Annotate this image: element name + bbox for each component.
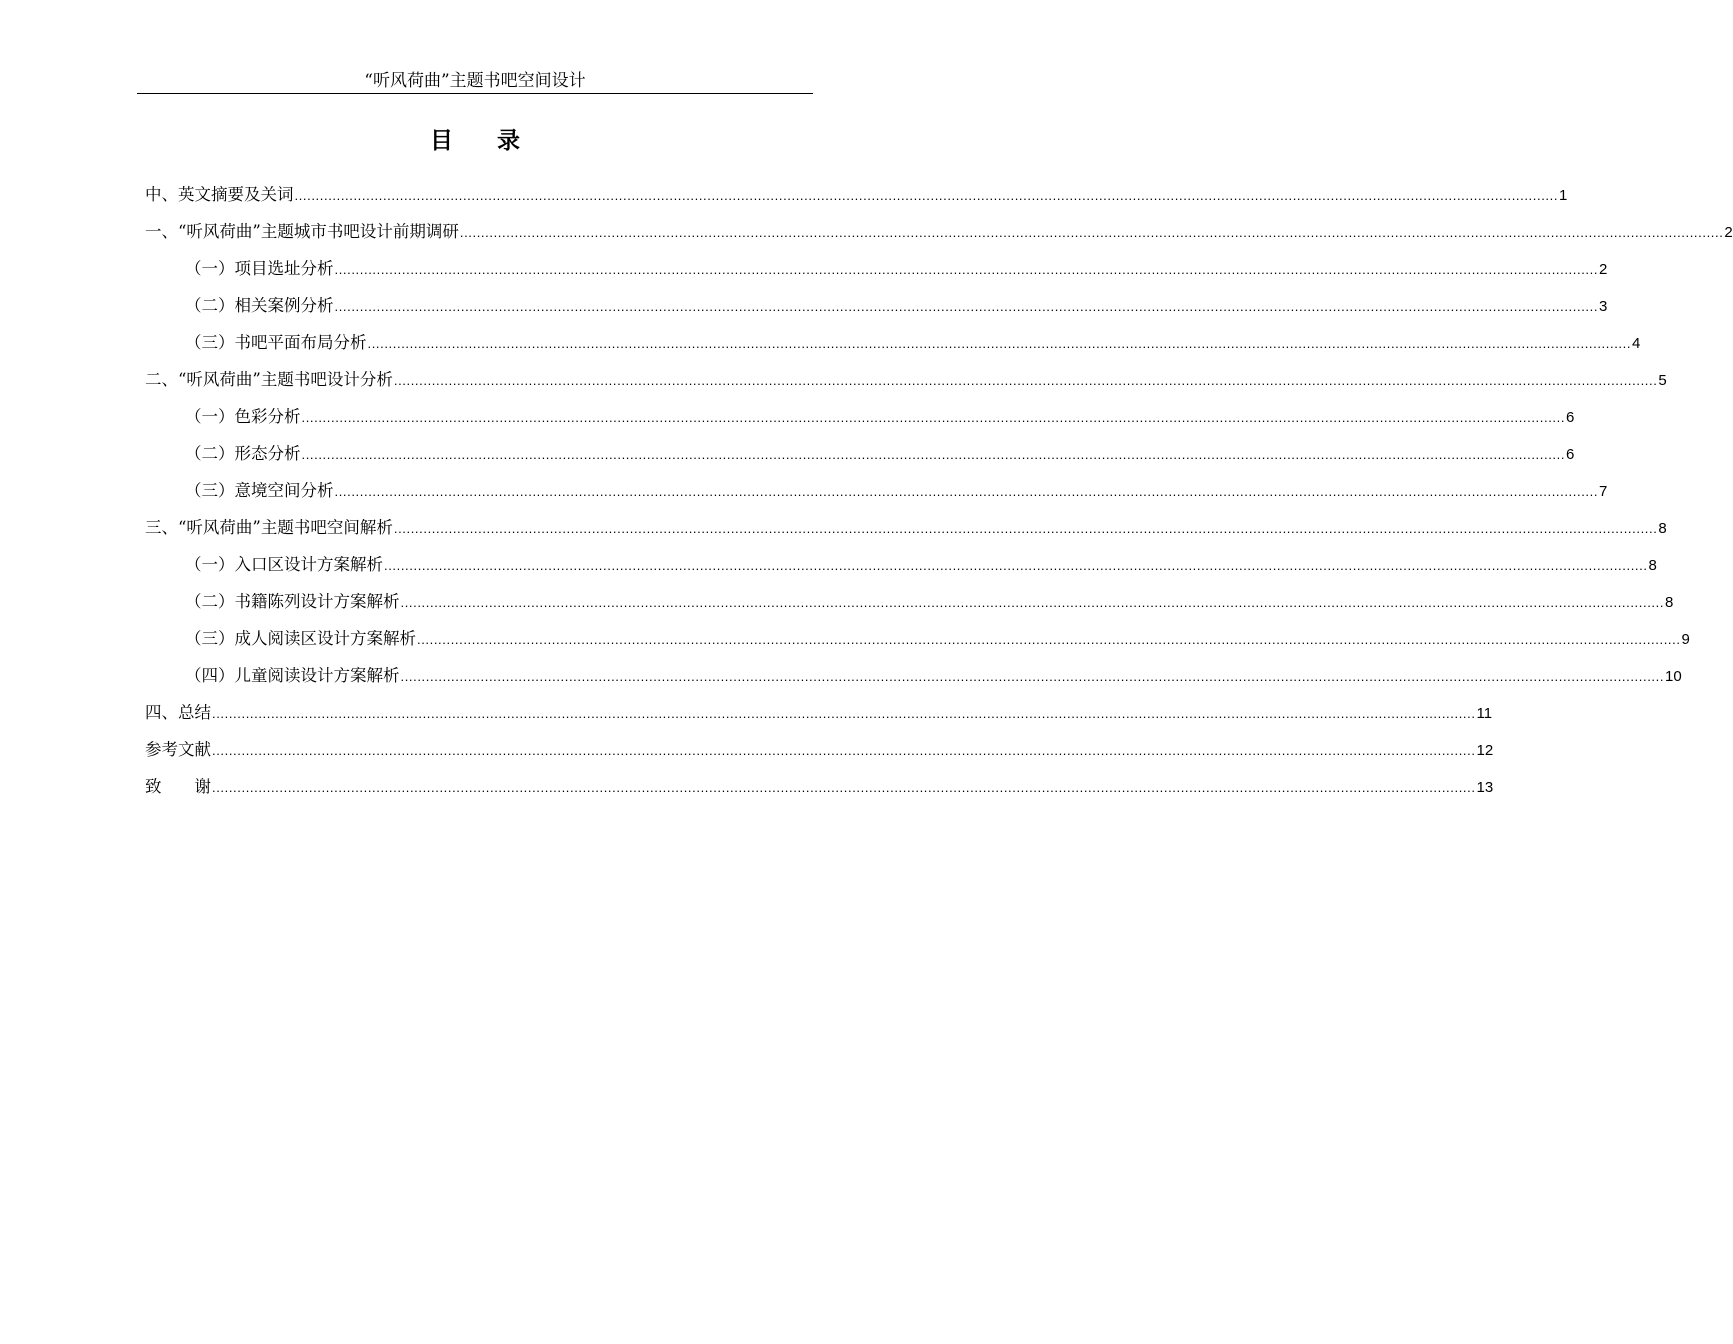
toc-leader-dots: ............................................................................................................................................................................................................................................................................................................ <box>400 595 1665 610</box>
toc-entry-page: 12 <box>1476 742 1494 759</box>
running-header: “听风荷曲”主题书吧空间设计 <box>137 70 813 94</box>
toc-entry-text: 色彩分析 <box>234 407 301 426</box>
toc-entry[interactable] <box>145 435 1575 472</box>
toc-entry-page: 8 <box>1665 594 1674 611</box>
toc-entry-text: 书籍陈列设计方案解析 <box>234 592 400 611</box>
toc-entry-text: 致 谢 <box>145 777 211 796</box>
toc-entry[interactable] <box>145 213 1733 250</box>
toc-entry-text: 总结 <box>178 703 211 722</box>
toc-entry-number: 二、 <box>145 370 178 389</box>
toc-entry-number: （一） <box>185 259 235 278</box>
toc-entry[interactable] <box>145 694 1493 731</box>
toc-entry-number: （三） <box>185 629 235 648</box>
toc-entry-text: “听风荷曲”主题书吧设计分析 <box>178 370 393 389</box>
toc-entry-text: 中、英文摘要及关词 <box>145 185 294 204</box>
toc-entry[interactable] <box>145 657 1682 694</box>
toc-leader-dots: ............................................................................................................................................................................................................................................................................................................ <box>212 706 1476 721</box>
toc-entry-page: 4 <box>1632 335 1641 352</box>
toc-entry[interactable] <box>145 398 1575 435</box>
toc-entry[interactable] <box>145 287 1608 324</box>
toc-entry[interactable] <box>145 620 1690 657</box>
toc-entry[interactable] <box>145 250 1608 287</box>
toc-entry[interactable] <box>145 546 1657 583</box>
toc-entry-text: 参考文献 <box>145 740 211 759</box>
toc-entry-page: 8 <box>1648 557 1657 574</box>
toc-leader-dots: ............................................................................................................................................................................................................................................................................................................ <box>393 373 1658 388</box>
toc-leader-dots: ............................................................................................................................................................................................................................................................................................................ <box>367 336 1632 351</box>
toc-entry-page: 9 <box>1681 631 1690 648</box>
toc-leader-dots: ............................................................................................................................................................................................................................................................................................................ <box>417 632 1681 647</box>
toc-entry-text: 项目选址分析 <box>234 259 334 278</box>
toc-entry-text: 相关案例分析 <box>234 296 334 315</box>
toc-entry-number: 三、 <box>145 518 178 537</box>
toc-entry-page: 8 <box>1658 520 1667 537</box>
toc-entry-number: （三） <box>185 333 235 352</box>
toc-leader-dots: ............................................................................................................................................................................................................................................................................................................ <box>334 262 1599 277</box>
toc-entry-text: 成人阅读区设计方案解析 <box>234 629 416 648</box>
toc-entry-number: （四） <box>185 666 235 685</box>
toc-entry-text: 儿童阅读设计方案解析 <box>234 666 400 685</box>
toc-entry-page: 1 <box>1559 187 1568 204</box>
toc-leader-dots: ............................................................................................................................................................................................................................................................................................................ <box>384 558 1648 573</box>
toc-leader-dots: ............................................................................................................................................................................................................................................................................................................ <box>301 447 1566 462</box>
toc-entry-page: 10 <box>1665 668 1682 685</box>
toc-entry-text: 形态分析 <box>234 444 301 463</box>
toc-entry[interactable] <box>145 509 1667 546</box>
toc-entry[interactable] <box>145 176 1568 213</box>
table-of-contents <box>145 176 1733 805</box>
toc-leader-dots: ............................................................................................................................................................................................................................................................................................................ <box>294 188 1559 203</box>
toc-leader-dots: ............................................................................................................................................................................................................................................................................................................ <box>400 669 1665 684</box>
toc-leader-dots: ............................................................................................................................................................................................................................................................................................................ <box>334 484 1599 499</box>
toc-entry-number: （三） <box>185 481 235 500</box>
toc-entry-text: 意境空间分析 <box>234 481 334 500</box>
toc-entry-text: 入口区设计方案解析 <box>234 555 383 574</box>
toc-entry-number: （二） <box>185 444 235 463</box>
toc-entry-page: 5 <box>1658 372 1667 389</box>
toc-leader-dots: ............................................................................................................................................................................................................................................................................................................ <box>301 410 1566 425</box>
toc-entry-page: 3 <box>1599 298 1608 315</box>
toc-entry-number: 一、 <box>145 222 178 241</box>
toc-entry-number: （一） <box>185 407 235 426</box>
toc-entry-page: 11 <box>1476 705 1493 722</box>
toc-entry[interactable] <box>145 768 1494 805</box>
toc-entry[interactable] <box>145 324 1641 361</box>
toc-entry-page: 7 <box>1599 483 1608 500</box>
toc-title: 目录 <box>430 127 564 154</box>
toc-entry-text: “听风荷曲”主题书吧空间解析 <box>178 518 393 537</box>
toc-entry-number: （一） <box>185 555 235 574</box>
toc-entry[interactable] <box>145 472 1608 509</box>
toc-entry-page: 6 <box>1566 409 1575 426</box>
toc-entry-page: 2 <box>1599 261 1608 278</box>
toc-leader-dots: ............................................................................................................................................................................................................................................................................................................ <box>212 780 1476 795</box>
toc-entry-number: （二） <box>185 296 235 315</box>
toc-leader-dots: ............................................................................................................................................................................................................................................................................................................ <box>334 299 1599 314</box>
toc-entry-text: “听风荷曲”主题城市书吧设计前期调研 <box>178 222 459 241</box>
toc-entry-page: 6 <box>1566 446 1575 463</box>
toc-leader-dots: ............................................................................................................................................................................................................................................................................................................ <box>459 225 1724 240</box>
toc-entry-page: 13 <box>1476 779 1494 796</box>
toc-entry[interactable] <box>145 361 1667 398</box>
toc-entry-number: 四、 <box>145 703 178 722</box>
toc-entry-number: （二） <box>185 592 235 611</box>
toc-entry[interactable] <box>145 583 1674 620</box>
toc-entry-text: 书吧平面布局分析 <box>234 333 367 352</box>
toc-entry-page: 2 <box>1724 224 1733 241</box>
toc-entry[interactable] <box>145 731 1494 768</box>
toc-leader-dots: ............................................................................................................................................................................................................................................................................................................ <box>212 743 1476 758</box>
toc-leader-dots: ............................................................................................................................................................................................................................................................................................................ <box>393 521 1658 536</box>
